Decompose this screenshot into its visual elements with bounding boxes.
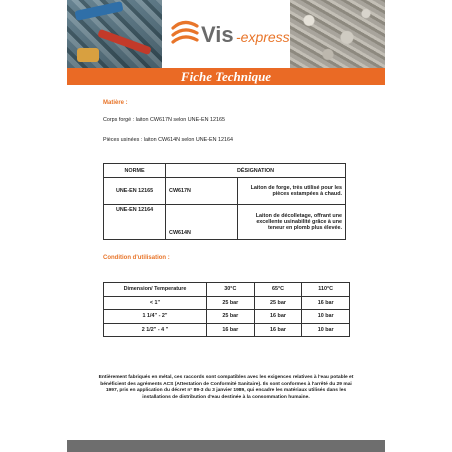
vis-express-logo <box>170 18 290 58</box>
norms-table <box>103 163 346 240</box>
tool-shape <box>97 29 151 55</box>
header <box>67 0 385 68</box>
table-cell: 16 bar <box>254 323 302 337</box>
table-header-cell: NORME <box>104 164 166 178</box>
table-cell: 2 1/2" - 4 " <box>104 323 207 337</box>
table-cell: UNE-EN 12165 <box>104 178 166 205</box>
fiche-technique-page <box>67 0 385 452</box>
table-cell: 16 bar <box>302 296 350 310</box>
logo-brand-text: Vis <box>201 22 234 47</box>
table-cell: Laiton de décolletage, offrant une excellente usinabilité grâce à une teneur en plomb plus élevée. <box>237 205 345 240</box>
table-cell: 16 bar <box>254 310 302 324</box>
table-row <box>104 178 346 205</box>
table-cell: UNE-EN 12164 <box>104 205 166 240</box>
title-banner <box>67 68 385 85</box>
table-cell: 16 bar <box>207 323 255 337</box>
screws-photo <box>290 0 385 68</box>
logo-swoosh-icon <box>170 18 200 52</box>
table-row <box>104 283 350 297</box>
page-title: Fiche Technique <box>180 69 272 84</box>
table-cell: 10 bar <box>302 323 350 337</box>
table-header-cell: Dimension/ Temperature <box>104 283 207 297</box>
tool-shape <box>77 48 99 62</box>
table-cell: CW614N <box>166 205 238 240</box>
table-cell: < 1" <box>104 296 207 310</box>
tool-shape <box>74 1 123 21</box>
table-cell: 1 1/4" - 2" <box>104 310 207 324</box>
table-row <box>104 323 350 337</box>
compliance-note: Entièrement fabriqués en métal, ces raccords sont compatibles avec les exigences relatives à l'eau potable et bénéficient des agréments ACS (Attestation de Conformité Sanitaire). Ils sont conformes à l'arrêté du 29 mai 1997, pris en application du décret n° 89-3 du 3 janvier 1989, qui encadre les matériaux utilisés dans les installations de distribution d'eau destinée à la consommation humaine. <box>98 375 354 401</box>
table-header-cell: 30°C <box>207 283 255 297</box>
section-title-matiere: Matière : <box>103 100 128 106</box>
table-header-cell: 65°C <box>254 283 302 297</box>
table-cell: CW617N <box>166 178 238 205</box>
conditions-table <box>103 282 350 337</box>
material-line: Pièces usinées : laiton CW614N selon UNE-EN 12164 <box>103 137 234 143</box>
tools-photo <box>67 0 162 68</box>
table-cell: 25 bar <box>207 310 255 324</box>
table-header-cell: 110°C <box>302 283 350 297</box>
table-cell: Laiton de forge, très utilisé pour les pièces estampées à chaud. <box>237 178 345 205</box>
table-row <box>104 310 350 324</box>
table-row <box>104 205 346 240</box>
section-title-conditions: Condition d'utilisation : <box>103 255 170 261</box>
footer-bar <box>67 440 385 452</box>
material-line: Corps forgé : laiton CW617N selon UNE-EN 12165 <box>103 117 225 123</box>
table-header-cell: DÉSIGNATION <box>166 164 346 178</box>
table-cell: 10 bar <box>302 310 350 324</box>
table-cell: 25 bar <box>207 296 255 310</box>
logo-suffix-text: -express <box>236 29 290 45</box>
table-cell: 25 bar <box>254 296 302 310</box>
table-row <box>104 296 350 310</box>
